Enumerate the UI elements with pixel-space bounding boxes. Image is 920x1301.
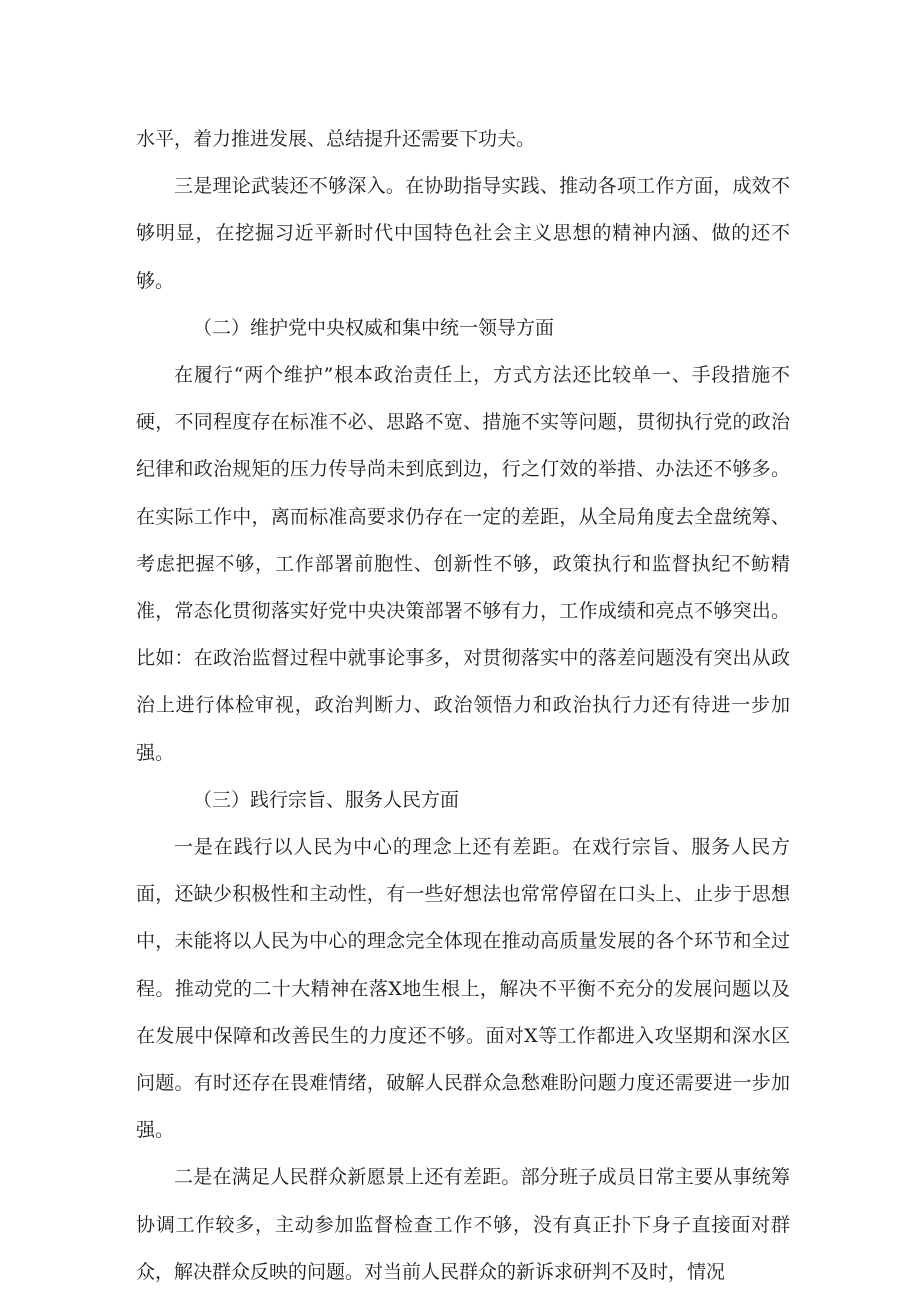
paragraph-people-centered: 一是在践行以人民为中心的理念上还有差距。在戏行宗旨、服务人民方面，还缺少积极性和主动性，有一些好想法也常常停留在口头上、止步于思想中，未能将以人民为中心的理念完全体现在推动高质量发展的各个环节和全过程。推动党的二十大精神在落X地生根上，解决不平衡不充分的发展问题以及在发展中保障和改善民生的力度还不够。面对X等工作都进入攻坚期和深水区问题。有时还存在畏难情绪，破解人民群众急愁难盼问题力度还需要进一步加强。 xyxy=(136,836,790,1142)
paragraph-theory-study: 三是理论武装还不够深入。在协助指导实践、推动各项工作方面，成效不够明显，在挖掘习近平新时代中国特色社会主义思想的精神内涵、做的还不够。 xyxy=(136,175,790,292)
document-body xyxy=(136,116,790,1296)
paragraph-continuation: 水平，着力推进发展、总结提升还需要下功夫。 xyxy=(136,128,536,150)
paragraph-two-safeguards: 在履行“两个维护”根本政治责任上，方式方法还比较单一、手段措施不硬，不同程度存在标准不必、思路不宽、措施不实等问题，贯彻执行党的政治纪律和政治规矩的压力传导尚未到底到边，行之仃效的举措、办法还不够多。在实际工作中，离而标准高要求仍存在一定的差距，从全局角度去全盘统筹、考虑把握不够，工作部署前胞性、创新性不够，政策执行和监督执纪不鲂精准，常态化贯彻落实好党中央决策部署不够有力，工作成绩和亮点不够突出。比如：在政治监督过程中就事论事多，对贯彻落实中的落差问题没有突出从政治上进行体检审视，政治判断力、政治领悟力和政治执行力还有待进一步加强。 xyxy=(136,364,790,764)
section-heading-2: （二）维护党中央权威和集中统一领导方面 xyxy=(193,316,555,339)
section-heading-3: （三）践行宗旨、服务人民方面 xyxy=(193,788,460,811)
paragraph-new-expectations: 二是在满足人民群众新愿景上还有差距。部分班子成员日常主要从事统筹协调工作较多，主动参加监督检查工作不够，没有真正扑下身子直接面对群众，解决群众反映的问题。对当前人民群众的新诉求研判不及时，情况 xyxy=(136,1166,790,1283)
